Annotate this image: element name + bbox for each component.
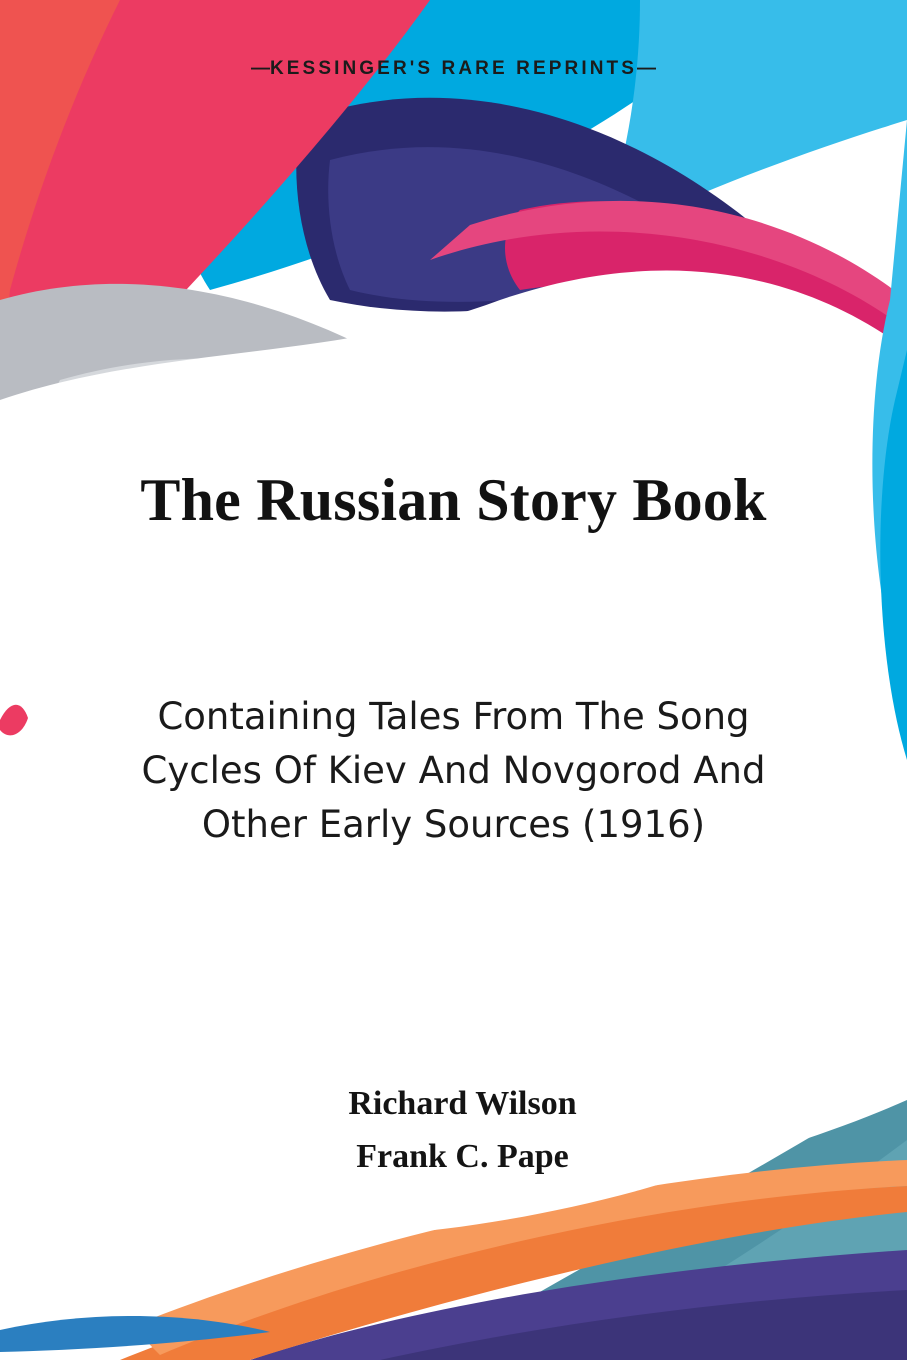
imprint-text: KESSINGER'S RARE REPRINTS <box>269 58 638 79</box>
book-subtitle: Containing Tales From The Song Cycles Of Kiev And Novgorod And Other Early Sources (1916) <box>141 695 766 847</box>
imprint-dash-right: — <box>637 58 657 79</box>
author-name: Frank C. Pape <box>356 1137 569 1175</box>
book-title: The Russian Story Book <box>140 467 767 533</box>
author-name: Richard Wilson <box>348 1085 577 1122</box>
book-authors <box>0 1078 907 1183</box>
imprint-dash-left: — <box>250 58 270 79</box>
publisher-imprint <box>0 58 907 80</box>
